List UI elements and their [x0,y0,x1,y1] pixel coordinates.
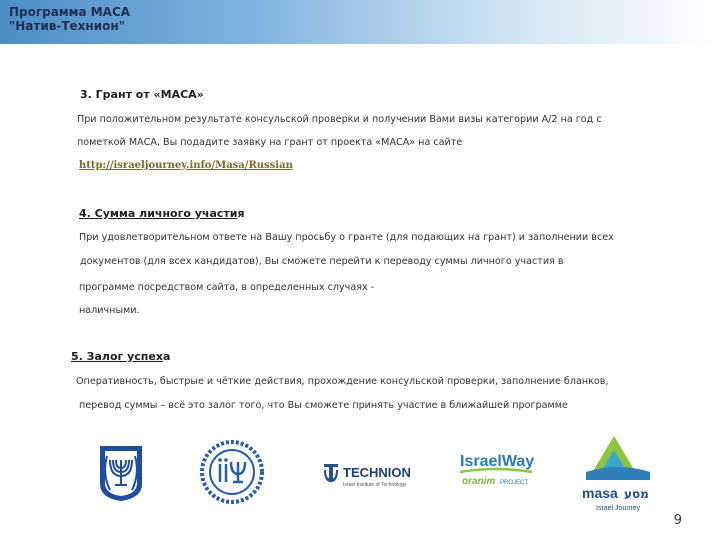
slide-title: Программа МАСА "Натив-Технион" [9,5,131,33]
israelway-project: PROJECT [500,480,529,486]
section5-heading [71,350,170,363]
section5-heading-tail: а [162,350,171,363]
section5-heading-underlined: 5. Залог успех [71,350,163,363]
section4-line4: наличными. [79,305,140,316]
partner-logos [0,430,720,520]
masa-subtitle: Israel Journey [596,505,640,512]
technion-sub: Israel Institute of Technology [343,482,407,488]
section4-line2: документов (для всех кандидатов), Вы сможете перейти к переводу суммы личного участия в [80,256,564,267]
technion-name: TECHNION [343,465,411,480]
israelway-logo [456,446,536,498]
masa-wordmark: masa [582,485,618,501]
section4-heading-tail: я [237,207,245,220]
section3-heading: 3. Грант от «МАСА» [80,88,204,101]
section5-line1: Оперативность, быстрые и чёткие действия, прохождение консульской проверки, заполнение бланков, [76,376,609,387]
ministry-circle-logo [200,440,264,504]
israel-emblem-logo [96,444,146,502]
section4-line1: При удовлетворительном ответе на Вашу просьбу о гранте (для подающих на грант) и заполнении всех [79,232,614,243]
section3-line2: пометкой МАСА, Вы подадите заявку на грант от проекта «МАСА» на сайте [77,137,463,148]
israelway-title: IsraelWay [460,453,535,470]
section4-heading [79,207,245,220]
section4-heading-underlined: 4. Сумма личного участи [79,207,238,220]
israelway-oranim: oranim [462,476,496,487]
page-number: 9 [673,513,682,528]
masa-site-link[interactable]: http://israeljourney.info/Masa/Russian [79,160,293,171]
section4-line3: программе посредством сайта, в определенных случаях - [79,282,375,293]
section5-line2: перевод суммы – всё это залог того, что Вы сможете принять участие в ближайшей программе [79,400,568,411]
masa-hebrew: מסע [624,487,649,501]
section3-line1: При положительном результате консульской проверки и получении Вами визы категории А/2 на год с [77,114,602,125]
masa-logo [578,432,658,516]
technion-logo [322,460,428,490]
